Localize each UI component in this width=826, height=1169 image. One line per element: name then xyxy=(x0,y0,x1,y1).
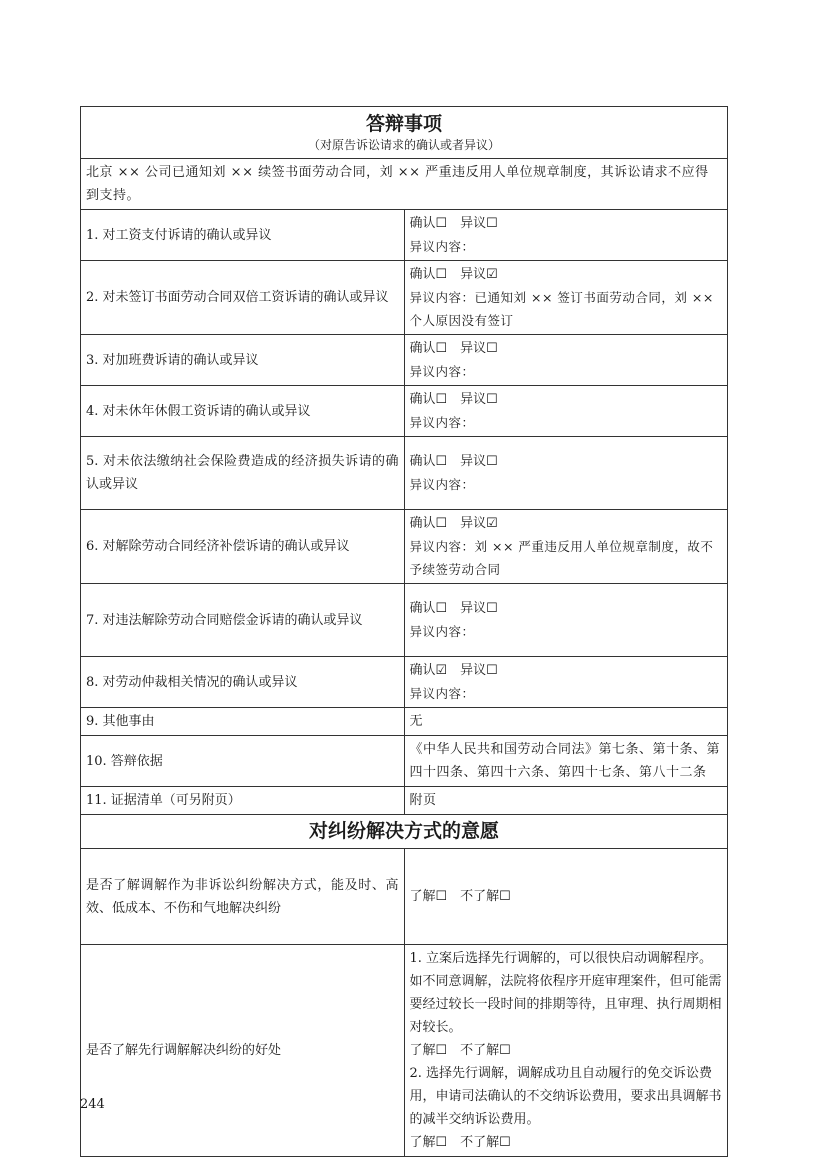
row-label: 3. 对加班费诉请的确认或异议 xyxy=(81,335,405,386)
objection-detail: 异议内容： xyxy=(409,239,475,254)
defense-form-table xyxy=(80,106,728,1157)
row-content xyxy=(404,386,728,437)
understand-choice[interactable]: 了解☐ 不了解☐ xyxy=(409,889,511,904)
row-label: 4. 对未休年休假工资诉请的确认或异议 xyxy=(81,386,405,437)
confirm-objection-choice[interactable]: 确认☐ 异议☑ xyxy=(409,516,498,531)
section-header-defense xyxy=(81,107,728,159)
row-value: 附页 xyxy=(404,787,728,815)
row-label: 10. 答辩依据 xyxy=(81,736,405,787)
row-label: 5. 对未依法缴纳社会保险费造成的经济损失诉请的确认或异议 xyxy=(81,437,405,510)
objection-detail: 异议内容： xyxy=(409,364,475,379)
objection-detail: 异议内容： xyxy=(409,415,475,430)
row-content xyxy=(404,849,728,945)
objection-detail: 异议内容：已通知刘 ×× 签订书面劳动合同，刘 ×× 个人原因没有签订 xyxy=(409,290,714,328)
understand-choice[interactable]: 了解☐ 不了解☐ xyxy=(409,1043,511,1058)
confirm-objection-choice[interactable]: 确认☐ 异议☐ xyxy=(409,454,498,469)
row-content xyxy=(404,437,728,510)
row-content xyxy=(404,657,728,708)
confirm-objection-choice[interactable]: 确认☑ 异议☐ xyxy=(409,663,498,678)
row-content xyxy=(404,210,728,261)
confirm-objection-choice[interactable]: 确认☐ 异议☑ xyxy=(409,267,498,282)
row-value: 无 xyxy=(404,708,728,736)
row-label: 7. 对违法解除劳动合同赔偿金诉请的确认或异议 xyxy=(81,584,405,657)
confirm-objection-choice[interactable]: 确认☐ 异议☐ xyxy=(409,392,498,407)
row-label: 6. 对解除劳动合同经济补偿诉请的确认或异议 xyxy=(81,510,405,584)
page-number: 244 xyxy=(80,1097,105,1112)
row-label: 9. 其他事由 xyxy=(81,708,405,736)
section-title: 对纠纷解决方式的意愿 xyxy=(308,820,499,842)
understand-choice[interactable]: 了解☐ 不了解☐ xyxy=(409,1135,511,1150)
row-label: 11. 证据清单（可另附页） xyxy=(81,787,405,815)
mediation-benefit-1: 1. 立案后选择先行调解的，可以很快启动调解程序。如不同意调解，法院将依程序开庭审理案件，但可能需要经过较长一段时间的排期等待，且审理、执行周期相对较长。 xyxy=(409,951,722,1035)
objection-detail: 异议内容： xyxy=(409,477,475,492)
objection-detail: 异议内容：刘 ×× 严重违反用人单位规章制度，故不予续签劳动合同 xyxy=(409,539,714,577)
row-label: 2. 对未签订书面劳动合同双倍工资诉请的确认或异议 xyxy=(81,261,405,335)
confirm-objection-choice[interactable]: 确认☐ 异议☐ xyxy=(409,601,498,616)
objection-detail: 异议内容： xyxy=(409,686,475,701)
row-label: 是否了解先行调解解决纠纷的好处 xyxy=(81,945,405,1157)
confirm-objection-choice[interactable]: 确认☐ 异议☐ xyxy=(409,216,498,231)
section-title: 答辩事项 xyxy=(365,113,442,135)
row-label: 8. 对劳动仲裁相关情况的确认或异议 xyxy=(81,657,405,708)
section-header-dispute-resolution xyxy=(81,815,728,849)
objection-detail: 异议内容： xyxy=(409,624,475,639)
row-content xyxy=(404,335,728,386)
row-content xyxy=(404,584,728,657)
row-value: 《中华人民共和国劳动合同法》第七条、第十条、第四十四条、第四十六条、第四十七条、第八十二条 xyxy=(404,736,728,787)
row-label: 1. 对工资支付诉请的确认或异议 xyxy=(81,210,405,261)
row-content xyxy=(404,261,728,335)
row-label: 是否了解调解作为非诉讼纠纷解决方式，能及时、高效、低成本、不伤和气地解决纠纷 xyxy=(81,849,405,945)
row-content xyxy=(404,510,728,584)
mediation-benefit-2: 2. 选择先行调解，调解成功且自动履行的免交诉讼费用，申请司法确认的不交纳诉讼费用，要求出具调解书的减半交纳诉讼费用。 xyxy=(409,1066,722,1127)
defense-summary: 北京 ×× 公司已通知刘 ×× 续签书面劳动合同，刘 ×× 严重违反用人单位规章制度，其诉讼请求不应得到支持。 xyxy=(81,159,728,210)
confirm-objection-choice[interactable]: 确认☐ 异议☐ xyxy=(409,341,498,356)
row-content xyxy=(404,945,728,1157)
section-subtitle: （对原告诉讼请求的确认或者异议） xyxy=(307,138,500,152)
